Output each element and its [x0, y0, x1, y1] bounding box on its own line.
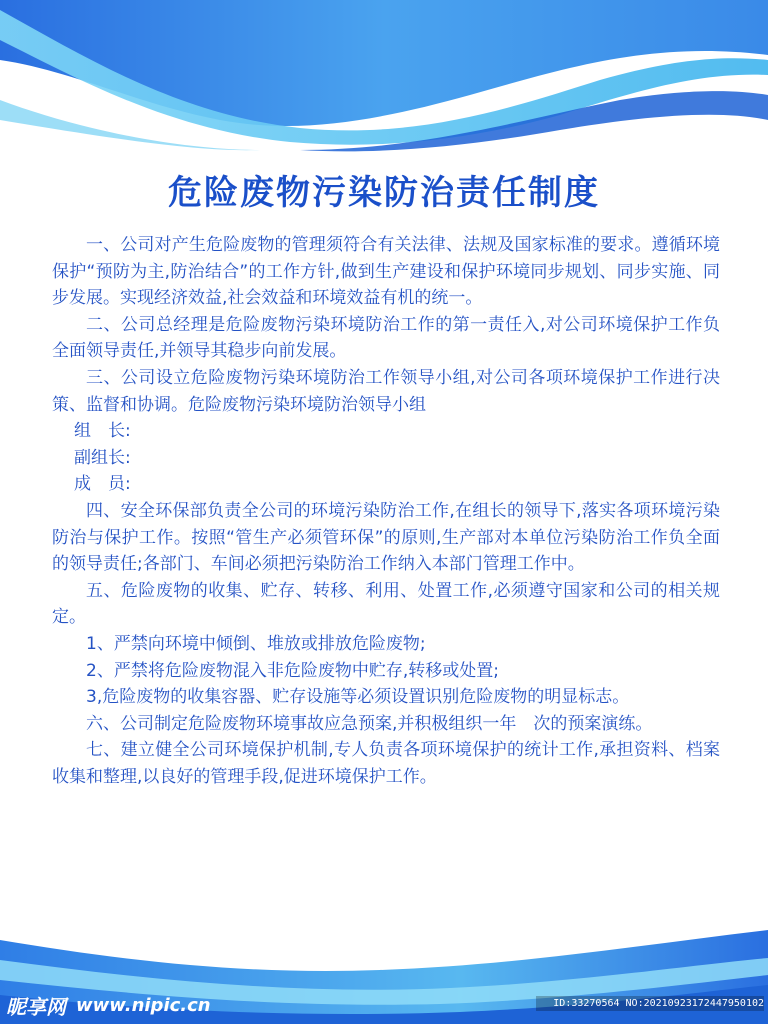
paragraph-5-item-1: 1、严禁向环境中倾倒、堆放或排放危险废物; [86, 633, 426, 654]
paragraph-5-item-2: 2、严禁将危险废物混入非危险废物中贮存,转移或处置; [86, 660, 499, 681]
vice-leader-label: 副组长: [74, 447, 131, 468]
top-wave-decoration [0, 0, 768, 180]
document-title: 危险废物污染防治责任制度 [168, 173, 600, 213]
watermark-logo: 昵享网 [6, 994, 66, 1019]
paragraph-3: 三、公司设立危险废物污染环境防治工作领导小组,对公司各项环境保护工作进行决策、监督和协调。危险废物污染环境防治领导小组 [52, 367, 720, 415]
paragraph-5-item-3: 3,危险废物的收集容器、贮存设施等必须设置识别危险废物的明显标志。 [86, 687, 630, 708]
paragraph-5: 五、危险废物的收集、贮存、转移、利用、处置工作,必须遵守国家和公司的相关规定。 [52, 580, 720, 628]
watermark-url: www.nipic.cn [76, 994, 211, 1016]
paragraph-1: 一、公司对产生危险废物的管理须符合有关法律、法规及国家标准的要求。遵循环境保护“预防为主,防治结合”的工作方针,做到生产建设和保护环境同步规划、同步实施、同步发展。实现经济效益,社会效益和环境效益有机的统一。 [52, 235, 720, 309]
leader-label: 组 长: [74, 421, 131, 442]
paragraph-2: 二、公司总经理是危险废物污染环境防治工作的第一责任入,对公司环境保护工作负全面领导责任,并领导其稳步向前发展。 [52, 314, 720, 362]
member-label: 成 员: [74, 474, 131, 495]
watermark-id: ID:33270564 NO:20210923172447950102 [536, 996, 764, 1011]
watermark [6, 990, 211, 1020]
document-body [52, 232, 720, 790]
paragraph-6: 六、公司制定危险废物环境事故应急预案,并积极组织一年 次的预案演练。 [86, 713, 653, 734]
paragraph-7: 七、建立健全公司环境保护机制,专人负责各项环境保护的统计工作,承担资料、档案收集和整理,以良好的管理手段,促进环境保护工作。 [52, 740, 720, 787]
paragraph-4: 四、安全环保部负责全公司的环境污染防治工作,在组长的领导下,落实各项环境污染防治与保护工作。按照“管生产必须管环保”的原则,生产部对本单位污染防治工作负全面的领导责任;各部门、车间必须把污染防治工作纳入本部门管理工作中。 [52, 500, 720, 575]
